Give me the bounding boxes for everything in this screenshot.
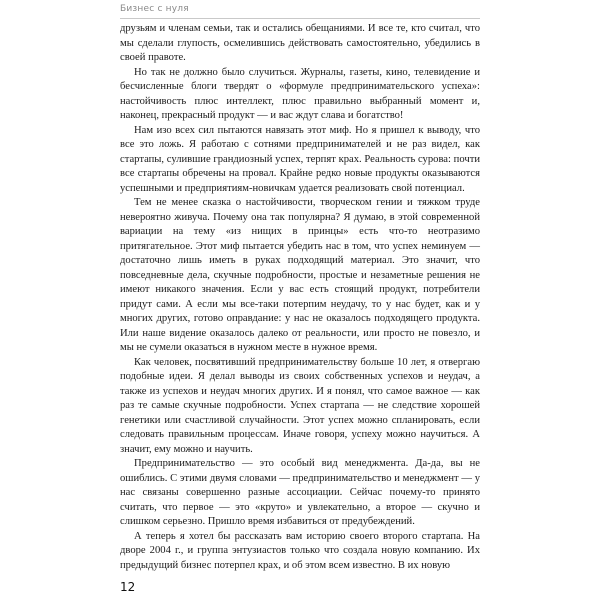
running-head: Бизнес с нуля [120,4,189,14]
paragraph: А теперь я хотел бы рассказать вам историю своего второго стартапа. На дворе 2004 г., и группа энтузиастов только что создала новую компанию. Их предыдущий бизнес потерпел крах, и об этом всем известно. В их новую [120,530,480,571]
paragraph: Тем не менее сказка о настойчивости, творческом гении и тяжком труде невероятно живуча. Почему она так популярна? Я думаю, в этой современной вариации на тему «из нищих в принцы» есть что-то неотразимо притягательное. Этот миф пытается убедить нас в том, что успех неминуем — достаточно лишь иметь в руках подходящий материал. Это значит, что повседневные дела, скучные подробности, простые и незаметные решения не имеют никакого значения. Если у вас есть стоящий продукт, потребители придут сами. А если мы все-таки потерпим неудачу, то у нас будет, как и у многих других, готово оправдание: у нас не оказалось подходящего продукта. Или наше видение оказалось далеко от реальности, или просто не повезло, и мы не сумели оказаться в нужном месте в нужное время. [120,197,480,353]
header-rule [120,18,480,19]
paragraph: Как человек, посвятивший предпринимательству больше 10 лет, я отвергаю подобные идеи. Я делал выводы из своих собственных успехов и неудач, а также из успехов и неудач многих других. И я понял, что самое важное — как раз те самые скучные подробности. Успех стартапа — не следствие хорошей генетики или счастливой случайности. Этот успех можно спланировать, если следовать правильным процессам. Иначе говоря, успеху можно научиться. А значит, ему можно и научить. [120,356,480,455]
paragraph: Нам изо всех сил пытаются навязать этот миф. Но я пришел к выводу, что все это ложь. Я работаю с сотнями предпринимателей и не раз видел, как стартапы, сулившие грандиозный успех, терпят крах. Реальность сурова: почти все стартапы обречены на провал. Крайне редко новые продукты оказываются успешными и предприятиям-новичкам удается реализовать свой потенциал. [120,124,480,194]
paragraph: Но так не должно было случиться. Журналы, газеты, кино, телевидение и бесчисленные блоги твердят о «формуле предпринимательского успеха»: настойчивость плюс интеллект, плюс правильно выбранный момент и, наконец, прекрасный продукт — и вас ждут слава и богатство! [120,66,480,121]
paragraph: друзьям и членам семьи, так и остались обещаниями. И все те, кто считал, что мы сделали глупость, осмелившись действовать самостоятельно, убедились в своей правоте. [120,23,480,63]
paragraph: Предпринимательство — это особый вид менеджмента. Да-да, вы не ошиблись. С этими двумя словами — предпринимательство и менеджмент — у нас связаны совершенно разные ассоциации. Сейчас почему-то принято считать, что первое — это «круто» и увлекательно, а второе — скучно и слишком серьезно. Пришло время избавиться от предубеждений. [120,458,480,527]
page-number: 12 [120,580,136,594]
body-text [120,22,480,573]
